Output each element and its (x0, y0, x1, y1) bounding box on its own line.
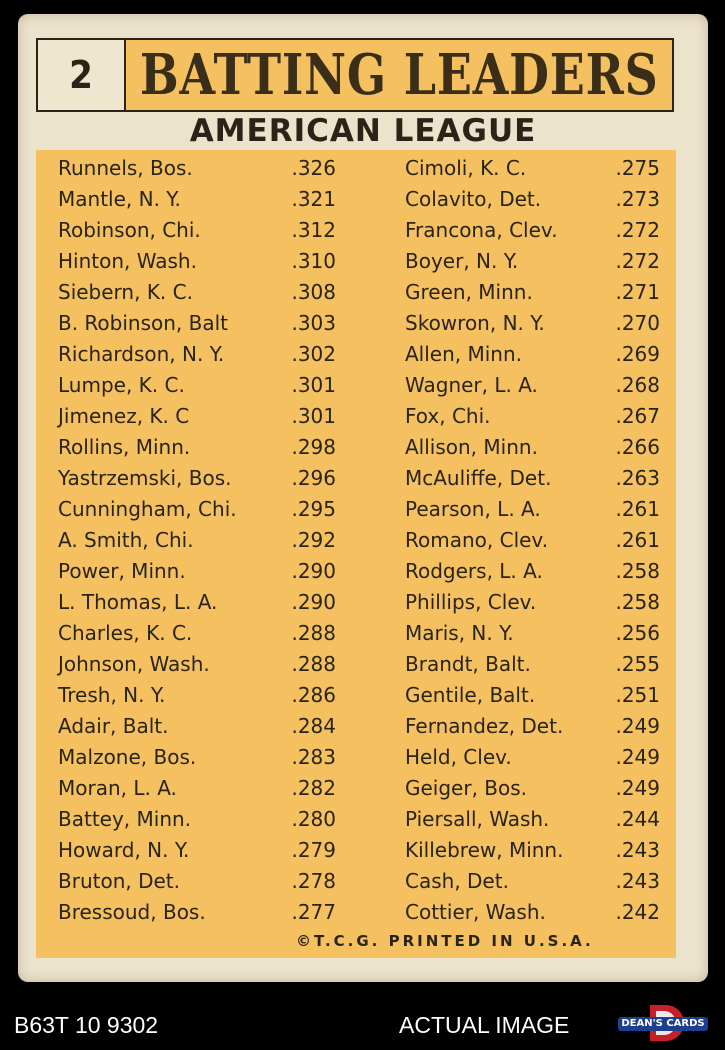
batting-average: .269 (615, 342, 660, 366)
player-name: Moran, L. A. (58, 776, 177, 800)
leader-row (405, 773, 660, 804)
player-name: B. Robinson, Balt (58, 311, 229, 335)
player-name: Wagner, L. A. (405, 373, 538, 397)
title-banner (124, 38, 674, 112)
actual-image-label: ACTUAL IMAGE (399, 1012, 570, 1038)
leader-row (58, 680, 336, 711)
leader-row (58, 184, 336, 215)
batting-average: .288 (291, 652, 336, 676)
player-name: Tresh, N. Y. (58, 683, 166, 707)
player-name: Mantle, N. Y. (58, 187, 181, 211)
batting-average: .277 (291, 900, 336, 924)
leader-row (405, 494, 660, 525)
leader-row (405, 339, 660, 370)
batting-average: .249 (615, 714, 660, 738)
player-name: Skowron, N. Y. (405, 311, 545, 335)
leader-row (405, 804, 660, 835)
leader-row (58, 215, 336, 246)
batting-average: .271 (615, 280, 660, 304)
leader-row (58, 370, 336, 401)
player-name: Richardson, N. Y. (58, 342, 225, 366)
batting-average: .242 (615, 900, 660, 924)
leader-row (58, 649, 336, 680)
batting-average: .283 (291, 745, 336, 769)
leader-row (405, 525, 660, 556)
player-name: Killebrew, Minn. (405, 838, 564, 862)
batting-average: .296 (291, 466, 336, 490)
player-name: Bressoud, Bos. (58, 900, 206, 924)
batting-average: .272 (615, 249, 660, 273)
player-name: Romano, Clev. (405, 528, 549, 552)
leader-row (405, 432, 660, 463)
player-name: Rollins, Minn. (58, 435, 191, 459)
leader-row (405, 587, 660, 618)
player-name: McAuliffe, Det. (405, 466, 552, 490)
player-name: Piersall, Wash. (405, 807, 550, 831)
player-name: Pearson, L. A. (405, 497, 541, 521)
leader-row (405, 308, 660, 339)
player-name: Charles, K. C. (58, 621, 193, 645)
leader-row (58, 339, 336, 370)
leader-row (58, 153, 336, 184)
leader-row (405, 246, 660, 277)
player-name: Francona, Clev. (405, 218, 558, 242)
leader-row (405, 866, 660, 897)
leader-row (58, 897, 336, 928)
batting-average: .261 (615, 528, 660, 552)
leader-row (405, 463, 660, 494)
batting-average: .301 (291, 404, 336, 428)
leader-row (58, 742, 336, 773)
leader-row (58, 556, 336, 587)
leader-row (405, 277, 660, 308)
batting-average: .255 (615, 652, 660, 676)
logo-text: DEAN'S CARDS (618, 1017, 708, 1031)
leader-row (405, 897, 660, 928)
player-name: Geiger, Bos. (405, 776, 528, 800)
player-name: Robinson, Chi. (58, 218, 201, 242)
batting-average: .258 (615, 559, 660, 583)
player-name: Gentile, Balt. (405, 683, 536, 707)
batting-average: .243 (615, 838, 660, 862)
leader-row (405, 215, 660, 246)
leader-row (58, 246, 336, 277)
leader-row (58, 835, 336, 866)
batting-average: .288 (291, 621, 336, 645)
leader-row (405, 370, 660, 401)
batting-average: .284 (291, 714, 336, 738)
batting-average: .286 (291, 683, 336, 707)
player-name: Malzone, Bos. (58, 745, 197, 769)
leader-row (405, 153, 660, 184)
batting-average: .295 (291, 497, 336, 521)
batting-average: .251 (615, 683, 660, 707)
player-name: Held, Clev. (405, 745, 512, 769)
batting-average: .272 (615, 218, 660, 242)
batting-average: .302 (291, 342, 336, 366)
player-name: Jimenez, K. C (58, 404, 190, 428)
batting-average: .303 (291, 311, 336, 335)
stats-panel (36, 150, 676, 958)
card-title: BATTING LEADERS (139, 42, 659, 108)
leader-row (405, 649, 660, 680)
player-name: Adair, Balt. (58, 714, 169, 738)
batting-average: .298 (291, 435, 336, 459)
player-name: Phillips, Clev. (405, 590, 537, 614)
batting-average: .312 (291, 218, 336, 242)
copyright-footer: ©T.C.G. PRINTED IN U.S.A. (296, 932, 594, 950)
player-name: Allison, Minn. (405, 435, 538, 459)
leader-row (405, 835, 660, 866)
batting-average: .256 (615, 621, 660, 645)
batting-average: .282 (291, 776, 336, 800)
leader-row (58, 711, 336, 742)
inventory-code: B63T 10 9302 (14, 1012, 159, 1038)
player-name: Colavito, Det. (405, 187, 542, 211)
batting-average: .258 (615, 590, 660, 614)
player-name: L. Thomas, L. A. (58, 590, 218, 614)
batting-average: .268 (615, 373, 660, 397)
player-name: Cimoli, K. C. (405, 156, 527, 180)
batting-average: .301 (291, 373, 336, 397)
leader-row (405, 401, 660, 432)
card-number: 2 (36, 38, 126, 112)
leader-row (58, 587, 336, 618)
player-name: Yastrzemski, Bos. (58, 466, 232, 490)
player-name: Rodgers, L. A. (405, 559, 543, 583)
batting-average: .326 (291, 156, 336, 180)
leader-row (405, 618, 660, 649)
player-name: Maris, N. Y. (405, 621, 514, 645)
batting-average: .244 (615, 807, 660, 831)
batting-average: .266 (615, 435, 660, 459)
batting-average: .263 (615, 466, 660, 490)
player-name: Siebern, K. C. (58, 280, 193, 304)
batting-average: .308 (291, 280, 336, 304)
leader-row (58, 308, 336, 339)
batting-average: .321 (291, 187, 336, 211)
player-name: Power, Minn. (58, 559, 186, 583)
leader-row (58, 494, 336, 525)
batting-average: .261 (615, 497, 660, 521)
leader-row (58, 463, 336, 494)
leader-row (405, 711, 660, 742)
batting-average: .310 (291, 249, 336, 273)
leader-row (58, 432, 336, 463)
player-name: Lumpe, K. C. (58, 373, 185, 397)
leader-row (58, 401, 336, 432)
batting-average: .249 (615, 745, 660, 769)
leader-row (58, 277, 336, 308)
player-name: Cash, Det. (405, 869, 509, 893)
player-name: Cunningham, Chi. (58, 497, 237, 521)
player-name: Bruton, Det. (58, 869, 180, 893)
player-name: Runnels, Bos. (58, 156, 193, 180)
batting-average: .243 (615, 869, 660, 893)
leader-row (58, 618, 336, 649)
batting-average: .273 (615, 187, 660, 211)
batting-average: .278 (291, 869, 336, 893)
player-name: Cottier, Wash. (405, 900, 546, 924)
leader-row (58, 804, 336, 835)
player-name: A. Smith, Chi. (58, 528, 194, 552)
batting-average: .249 (615, 776, 660, 800)
player-name: Fox, Chi. (405, 404, 491, 428)
leader-row (405, 184, 660, 215)
player-name: Allen, Minn. (405, 342, 523, 366)
player-name: Fernandez, Det. (405, 714, 564, 738)
batting-average: .290 (291, 590, 336, 614)
player-name: Johnson, Wash. (58, 652, 210, 676)
batting-average: .290 (291, 559, 336, 583)
leader-row (58, 525, 336, 556)
player-name: Boyer, N. Y. (405, 249, 519, 273)
batting-average: .270 (615, 311, 660, 335)
batting-average: .267 (615, 404, 660, 428)
player-name: Battey, Minn. (58, 807, 192, 831)
leader-row (405, 680, 660, 711)
leader-row (405, 556, 660, 587)
leader-row (58, 773, 336, 804)
deans-cards-logo (614, 1003, 712, 1043)
player-name: Howard, N. Y. (58, 838, 190, 862)
leader-row (405, 742, 660, 773)
player-name: Green, Minn. (405, 280, 533, 304)
batting-average: .275 (615, 156, 660, 180)
player-name: Hinton, Wash. (58, 249, 197, 273)
batting-average: .292 (291, 528, 336, 552)
batting-average: .279 (291, 838, 336, 862)
player-name: Brandt, Balt. (405, 652, 531, 676)
league-heading: AMERICAN LEAGUE (189, 113, 537, 149)
leader-row (58, 866, 336, 897)
batting-average: .280 (291, 807, 336, 831)
